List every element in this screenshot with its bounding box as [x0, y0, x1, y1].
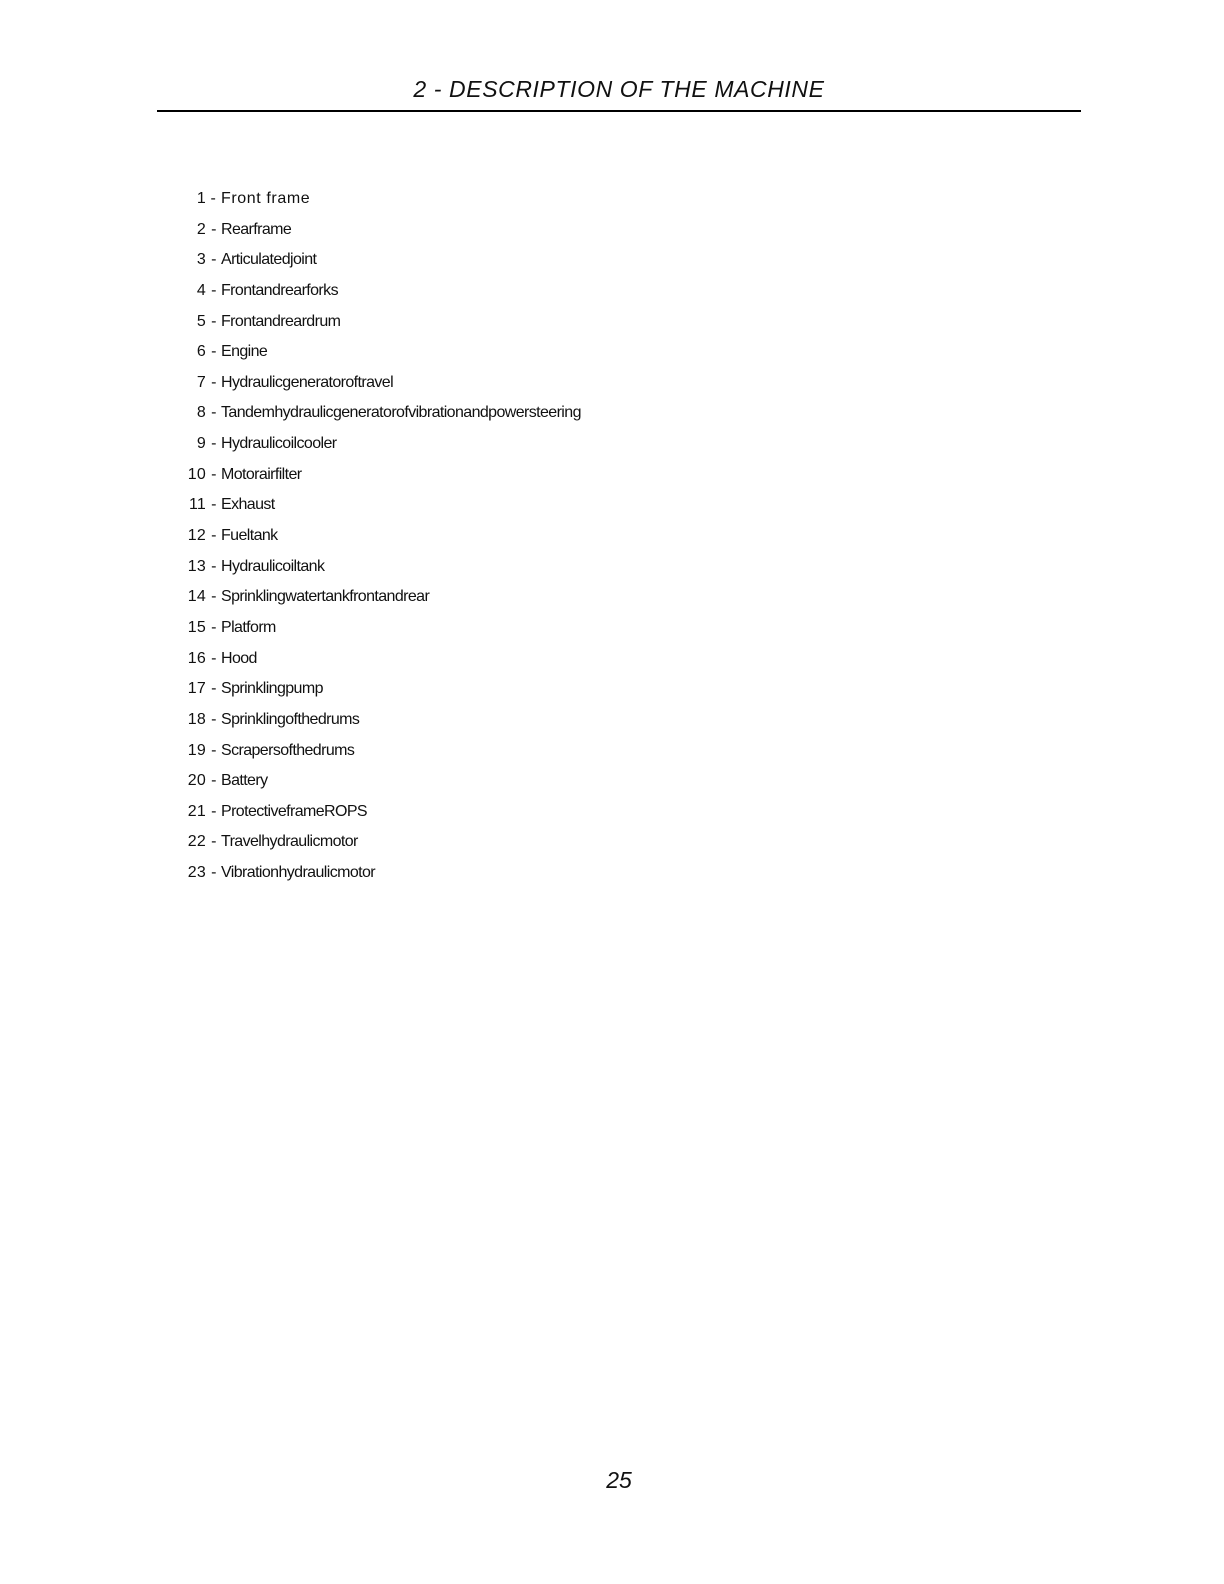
- item-number: 22: [187, 833, 206, 851]
- item-separator: -: [211, 833, 216, 851]
- list-item: [184, 490, 581, 521]
- list-item: [184, 276, 581, 307]
- item-number: 13: [187, 557, 206, 575]
- item-number: 5: [196, 312, 206, 330]
- item-number: 11: [188, 496, 206, 514]
- parts-list: [184, 184, 581, 889]
- item-number: 6: [196, 343, 206, 361]
- list-item: [184, 797, 581, 828]
- item-separator: -: [211, 527, 216, 545]
- item-label: Engine: [221, 343, 268, 361]
- item-number: 21: [187, 802, 206, 820]
- item-separator: -: [211, 343, 216, 361]
- list-item: [184, 521, 581, 552]
- header-divider: [157, 110, 1081, 112]
- item-separator: -: [211, 251, 216, 269]
- list-item: [184, 705, 581, 736]
- list-item: [184, 245, 581, 276]
- item-number: 16: [187, 649, 206, 667]
- item-separator: -: [211, 373, 216, 391]
- list-item: [184, 766, 581, 797]
- page-header: [157, 74, 1081, 104]
- item-label: Tandemhydraulicgeneratorofvibrationandpowersteering: [221, 404, 581, 422]
- item-separator: -: [211, 404, 216, 422]
- item-number: 18: [187, 710, 206, 728]
- list-item: [184, 552, 581, 583]
- item-separator: -: [211, 465, 216, 483]
- list-item: [184, 827, 581, 858]
- list-item: [184, 184, 581, 215]
- item-separator: -: [211, 220, 216, 238]
- item-number: 4: [196, 281, 206, 299]
- item-label: Front frame: [221, 190, 311, 207]
- item-number: 1: [196, 190, 206, 207]
- item-separator: -: [211, 557, 216, 575]
- item-number: 12: [187, 527, 206, 545]
- item-label: Hydraulicoiltank: [221, 557, 325, 575]
- item-number: 2: [196, 220, 206, 238]
- list-item: [184, 582, 581, 613]
- list-item: [184, 429, 581, 460]
- list-item: [184, 307, 581, 338]
- item-label: Sprinklingofthedrums: [221, 710, 360, 728]
- item-label: Rearframe: [221, 220, 292, 238]
- item-label: Scrapersofthedrums: [221, 741, 355, 759]
- item-separator: -: [210, 190, 217, 207]
- item-label: Sprinklingpump: [221, 680, 323, 698]
- item-number: 23: [187, 864, 206, 882]
- item-number: 19: [187, 741, 206, 759]
- item-separator: -: [211, 741, 216, 759]
- item-separator: -: [211, 281, 216, 299]
- item-label: Sprinklingwatertankfrontandrear: [221, 588, 430, 606]
- item-number: 9: [196, 435, 206, 453]
- item-separator: -: [211, 618, 216, 636]
- list-item: [184, 613, 581, 644]
- item-separator: -: [211, 802, 216, 820]
- list-item: [184, 736, 581, 767]
- item-label: Fueltank: [221, 527, 278, 545]
- item-number: 15: [187, 618, 206, 636]
- list-item: [184, 644, 581, 675]
- page-title: 2 - DESCRIPTION OF THE MACHINE: [413, 76, 825, 102]
- item-number: 7: [196, 373, 206, 391]
- item-separator: -: [211, 435, 216, 453]
- list-item: [184, 858, 581, 889]
- list-item: [184, 460, 581, 491]
- item-label: Platform: [221, 618, 276, 636]
- item-number: 17: [187, 680, 206, 698]
- item-label: Motorairfilter: [221, 465, 302, 483]
- item-separator: -: [211, 680, 216, 698]
- item-number: 3: [196, 251, 206, 269]
- item-label: Hydraulicgeneratoroftravel: [221, 373, 394, 391]
- item-label: Frontandreardrum: [221, 312, 341, 330]
- item-number: 20: [187, 772, 206, 790]
- page-number: 25: [606, 1467, 632, 1493]
- item-separator: -: [211, 649, 216, 667]
- list-item: [184, 337, 581, 368]
- item-label: Articulatedjoint: [221, 251, 317, 269]
- item-separator: -: [211, 772, 216, 790]
- list-item: [184, 674, 581, 705]
- item-label: Hood: [221, 649, 257, 667]
- item-label: Hydraulicoilcooler: [221, 435, 337, 453]
- item-label: Frontandrearforks: [221, 281, 338, 299]
- item-separator: -: [211, 710, 216, 728]
- item-separator: -: [211, 312, 216, 330]
- item-number: 8: [196, 404, 206, 422]
- list-item: [184, 398, 581, 429]
- item-number: 14: [187, 588, 206, 606]
- item-number: 10: [187, 465, 206, 483]
- item-label: ProtectiveframeROPS: [221, 802, 367, 820]
- item-label: Travelhydraulicmotor: [221, 833, 358, 851]
- list-item: [184, 215, 581, 246]
- item-separator: -: [211, 588, 216, 606]
- item-label: Vibrationhydraulicmotor: [221, 864, 375, 882]
- list-item: [184, 368, 581, 399]
- item-label: Battery: [221, 772, 268, 790]
- item-separator: -: [211, 496, 216, 514]
- item-separator: -: [211, 864, 216, 882]
- item-label: Exhaust: [221, 496, 275, 514]
